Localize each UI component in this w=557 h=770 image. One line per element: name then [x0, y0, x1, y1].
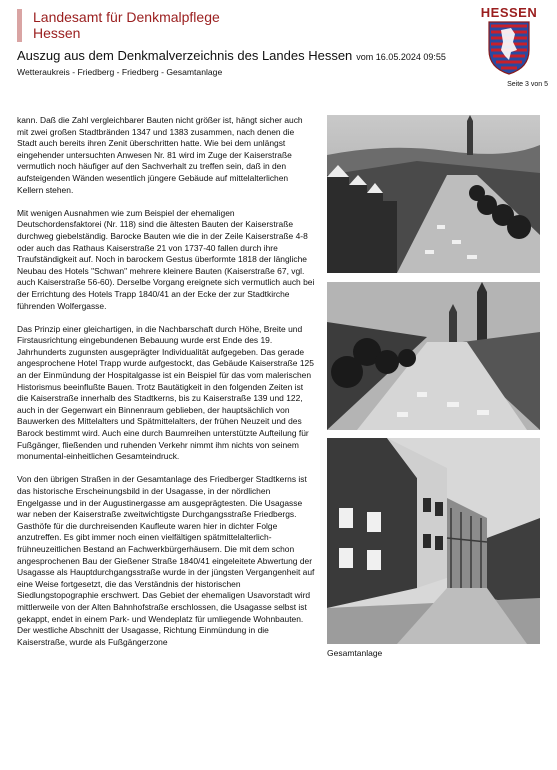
hessen-crest-icon: [487, 20, 531, 81]
state-name: HESSEN: [480, 5, 538, 20]
document-title-text: Auszug aus dem Denkmalverzeichnis des Landes Hessen: [17, 48, 353, 63]
photo-gesamtanlage-street: [327, 438, 540, 644]
document-title: [17, 48, 446, 63]
paragraph: Mit wenigen Ausnahmen wie zum Beispiel der ehemaligen Deutschordensfaktorei (Nr. 118) sind die ältesten Bauten der Kaiserstraße durchweg giebelständig. Barocke Bauten wie die in der Zeile Kaiserstraße 4-8 oder auch das Rathaus Kaiserstraße 21 von 1737-40 fallen durch ihre Traufständigkeit auf. Noch in barockem Gestus überformte 1818 der längliche Neubau des Hotels "Schwan" mehrere kleinere Bauten (Kaiserstraße 67, vgl. auch Kaiserstraße 56-60). Derselbe Vorgang ereignete sich vermutlich auch bei der Errichtung des Hotels Trapp 1840/41 an der Ecke der zur Stadtkirche führenden Wolfergasse.: [17, 207, 315, 311]
body-text: [17, 115, 315, 660]
photo-kaiserstrasse-church: [327, 282, 540, 430]
paragraph: Von den übrigen Straßen in der Gesamtanlage des Friedberger Stadtkerns ist das historische Erscheinungsbild in der Usagasse, in der nördlichen Engelgasse und in der Augustinergasse am ausgeprägtesten. Die Usagasse war neben der Kaiserstraße zweitwichtigste Durchgangsstraße Friedbergs. Gasthöfe für die durchreisenden Kaufleute waren hier in dichter Folge anzutreffen. Es gibt immer noch einen vielfältigen spätmittelalterlich-frühneuzeitlichen Bestand an Fachwerkbürgerhäusern. Die mit dem schon angesprochenen Bau der Gießener Straße 1840/41 eingeleitete Abwertung der Usagasse als Hauptdurchgangsstraße wurde in der jüngsten Vergangenheit auf eine Weise fortgesetzt, die das Verständnis der historischen Siedlungstopographie erschwert. Das Gebiet der ehemaligen Usavorstadt wird mittlerweile von der Alten Bahnhofstraße erschlossen, die Usagasse selbst ist gekappt, endet in einem Park- und Wendeplatz für umliegende Wohnbauten. Der westliche Abschnitt der Usagasse, Richtung Einmündung in die Kaiserstraße, wurde als Fußgängerzone: [17, 474, 315, 647]
figure-caption: Gesamtanlage: [327, 648, 383, 658]
page-number: Seite 3 von 5: [507, 81, 548, 88]
document-timestamp: vom 16.05.2024 09:55: [356, 52, 446, 62]
paragraph: kann. Daß die Zahl vergleichbarer Bauten nicht größer ist, hängt sicher auch mit zwei großen Stadtbränden 1347 und 1383 zusammen, nach denen die Stadt auch bereits ihren Zenit überschritten hatte. Wie bei dem unlängst eingehender untersuchten Anwesen Nr. 81 wird im Zuge der Kaiserstraße vermutlich noch häufiger auf den Sachverhalt zu treffen sein, daß in den aufsteigenden Wänden wesentlich jüngere Gebäude auf mittelalterlichen Kellern stehen.: [17, 115, 303, 195]
paragraph: Das Prinzip einer gleichartigen, in die Nachbarschaft durch Höhe, Breite und Firstausrichtung eingebundenen Bebauung wurde erst Ende des 19. Jahrhunderts zugunsten ausgeprägter Individualität aufgegeben. Das gerade angesprochene Hotel Trapp wurde aufgestockt, das Gebäude Kaiserstraße 125 an der Einmündung der Hospitalgasse ist ein Beispiel für das vom malerischen Historismus beeinflußte Bauen. Trotz Bautätigkeit in den folgenden Zeiten ist die Kaiserstraße innerhalb des Stadtkerns, bis zu Kaiserstraße 139 und 122, auch in der Gegenwart ein Binnenraum geblieben, der hauptsächlich von Bauwerken des Mittelalters und Spätmittelalters, der frühen Neuzeit und des Barock bestimmt wird. Auch eine durch Baumreihen unterstützte Aufteilung für Fußgänger, fließenden und ruhenden Verkehr nimmt ihm nichts von seinem monumental-einheitlichen Gesamteindruck.: [17, 323, 314, 462]
agency-logo-bar: [17, 9, 22, 42]
agency-name-line2: Hessen: [33, 25, 81, 41]
agency-name-line1: Landesamt für Denkmalpflege: [33, 9, 220, 25]
agency-name: [33, 9, 220, 41]
photo-kaiserstrasse-aerial: [327, 115, 540, 273]
breadcrumb: Wetteraukreis - Friedberg - Friedberg - Gesamtanlage: [17, 67, 223, 77]
